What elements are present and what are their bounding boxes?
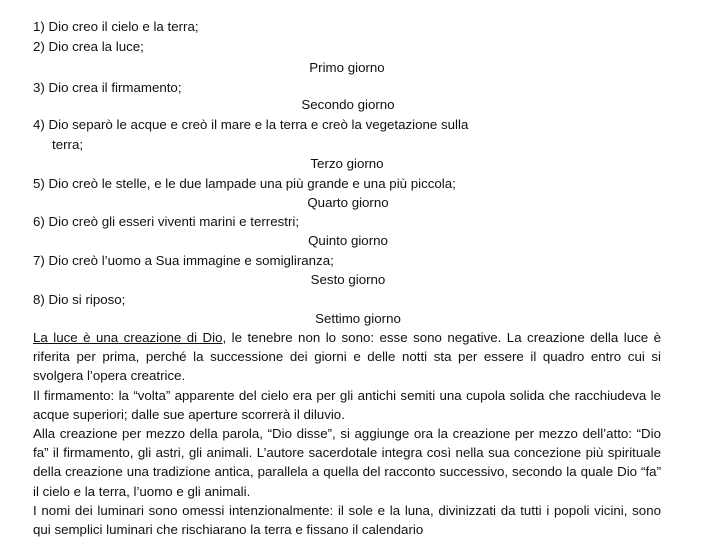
step-5: 5) Dio creò le stelle, e le due lampade una più grande e una più piccola; [33,176,456,191]
day-label-6: Sesto giorno [310,272,386,287]
step-1: 1) Dio creo il cielo e la terra; [33,19,199,34]
step-4: 4) Dio separò le acque e creò il mare e la terra e creò la vegetazione sulla [33,117,469,132]
underlined-phrase: La luce è una creazione di Dio [33,330,223,345]
step-4-continuation: terra; [52,137,84,152]
day-label-4: Quarto giorno [307,195,389,210]
day-label-3: Terzo giorno [310,156,384,171]
step-2: 2) Dio crea la luce; [33,39,144,54]
step-7: 7) Dio creò l’uomo a Sua immagine e somigliranza; [33,253,334,268]
day-label-1: Primo giorno [309,60,385,75]
step-6: 6) Dio creò gli esseri viventi marini e terrestri; [33,214,300,229]
commentary-paragraph-1 [33,328,661,386]
day-label-5: Quinto giorno [308,233,388,248]
commentary-paragraph-4: I nomi dei luminari sono omessi intenzionalmente: il sole e la luna, divinizzati da tutti i popoli vicini, sono qui semplici luminari che rischiarano la terra e fissano il calendario [33,502,661,538]
commentary-paragraph-2: Il firmamento: la “volta” apparente del cielo era per gli antichi semiti una cupola solida che racchiudeva le acque superiori; dalle sue aperture scorrerà il diluvio. [33,387,661,422]
day-label-7: Settimo giorno [315,311,401,326]
commentary [33,328,661,539]
step-3: 3) Dio crea il firmamento; [33,80,182,95]
paragraph-1-text: , le tenebre non lo sono: esse sono negative. La creazione della luce è riferita per prima, perché la successione dei giorni e delle notti sta per essere il quadro entro cui si svolgera l’opera creatrice. [33,330,661,384]
commentary-paragraph-3: Alla creazione per mezzo della parola, “Dio disse”, si aggiunge ora la creazione per mezzo dell’atto: “Dio fa” il firmamento, gli astri, gli animali. L’autore sacerdotale integra così nella sua concezione più spirituale della creazione una tradizione antica, parallela a quella del racconto successivo, secondo la quale Dio “fa” il cielo e la terra, l’uomo e gli animali. [33,426,661,499]
day-label-2: Secondo giorno [301,97,395,112]
step-8: 8) Dio si riposo; [33,292,126,307]
